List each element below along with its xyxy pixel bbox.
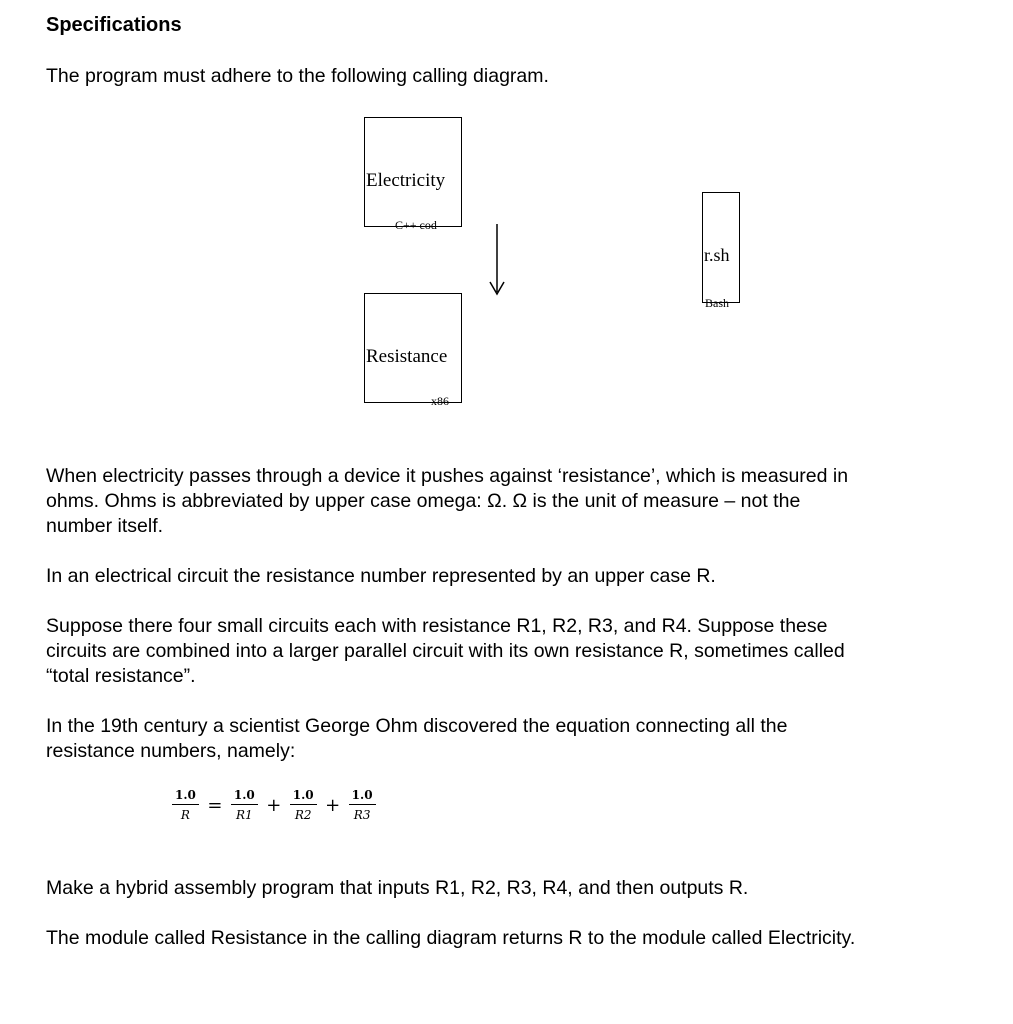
intro-text: The program must adhere to the following calling diagram. <box>46 65 549 87</box>
paragraph-resistance-symbol: In an electrical circuit the resistance number represented by an upper case R. <box>46 565 716 587</box>
electricity-cut-label: C++ cod <box>395 218 437 232</box>
equation-denominator: R2 <box>294 808 312 822</box>
paragraph-ohm-history-line-2: resistance numbers, namely: <box>46 740 296 762</box>
paragraph-circuits-line-1: Suppose there four small circuits each with resistance R1, R2, R3, and R4. Suppose these <box>46 615 828 637</box>
call-arrow <box>485 222 509 298</box>
script-label: r.sh <box>704 245 730 265</box>
paragraph-task: Make a hybrid assembly program that inputs R1, R2, R3, R4, and then outputs R. <box>46 877 749 899</box>
resistance-label: Resistance <box>366 346 448 367</box>
equation-numerator: 1.0 <box>290 788 317 805</box>
equation-term-r3 <box>349 788 376 822</box>
paragraph-ohms-line-2: ohms. Ohms is abbreviated by upper case omega: Ω. Ω is the unit of measure – not the <box>46 490 801 512</box>
paragraph-circuits-line-2: circuits are combined into a larger parallel circuit with its own resistance R, sometimes called <box>46 640 845 662</box>
paragraph-circuits <box>46 614 986 689</box>
script-cut-label: Bash <box>705 296 729 310</box>
paragraph-ohms <box>46 464 986 539</box>
paragraph-ohm-history-line-1: In the 19th century a scientist George Ohm discovered the equation connecting all the <box>46 715 788 737</box>
page-heading: Specifications <box>46 14 182 36</box>
electricity-label: Electricity <box>366 170 446 191</box>
paragraph-ohm-history <box>46 714 986 764</box>
equation-numerator: 1.0 <box>349 788 376 805</box>
equation-denominator: R <box>180 808 190 822</box>
equation-equals: = <box>207 794 223 816</box>
paragraph-ohms-line-3: number itself. <box>46 515 164 537</box>
paragraph-circuits-line-3: “total resistance”. <box>46 665 196 687</box>
equation-term-r1 <box>231 788 258 822</box>
equation-denominator: R1 <box>236 808 253 822</box>
resistance-box <box>364 293 462 408</box>
equation-plus: + <box>325 794 341 816</box>
equation-term-r2 <box>290 788 317 822</box>
electricity-box <box>364 117 462 232</box>
resistance-cut-label: x86 <box>431 394 449 408</box>
equation-numerator: 1.0 <box>231 788 258 805</box>
equation-numerator: 1.0 <box>172 788 199 805</box>
equation-plus: + <box>266 794 282 816</box>
equation-denominator: R3 <box>353 808 371 822</box>
equation-term-total <box>172 788 199 822</box>
paragraph-ohms-line-1: When electricity passes through a device it pushes against ‘resistance’, which is measured in <box>46 465 849 487</box>
paragraph-module-return: The module called Resistance in the calling diagram returns R to the module called Electricity. <box>46 927 856 949</box>
script-box <box>702 192 740 310</box>
resistance-equation <box>172 788 376 822</box>
